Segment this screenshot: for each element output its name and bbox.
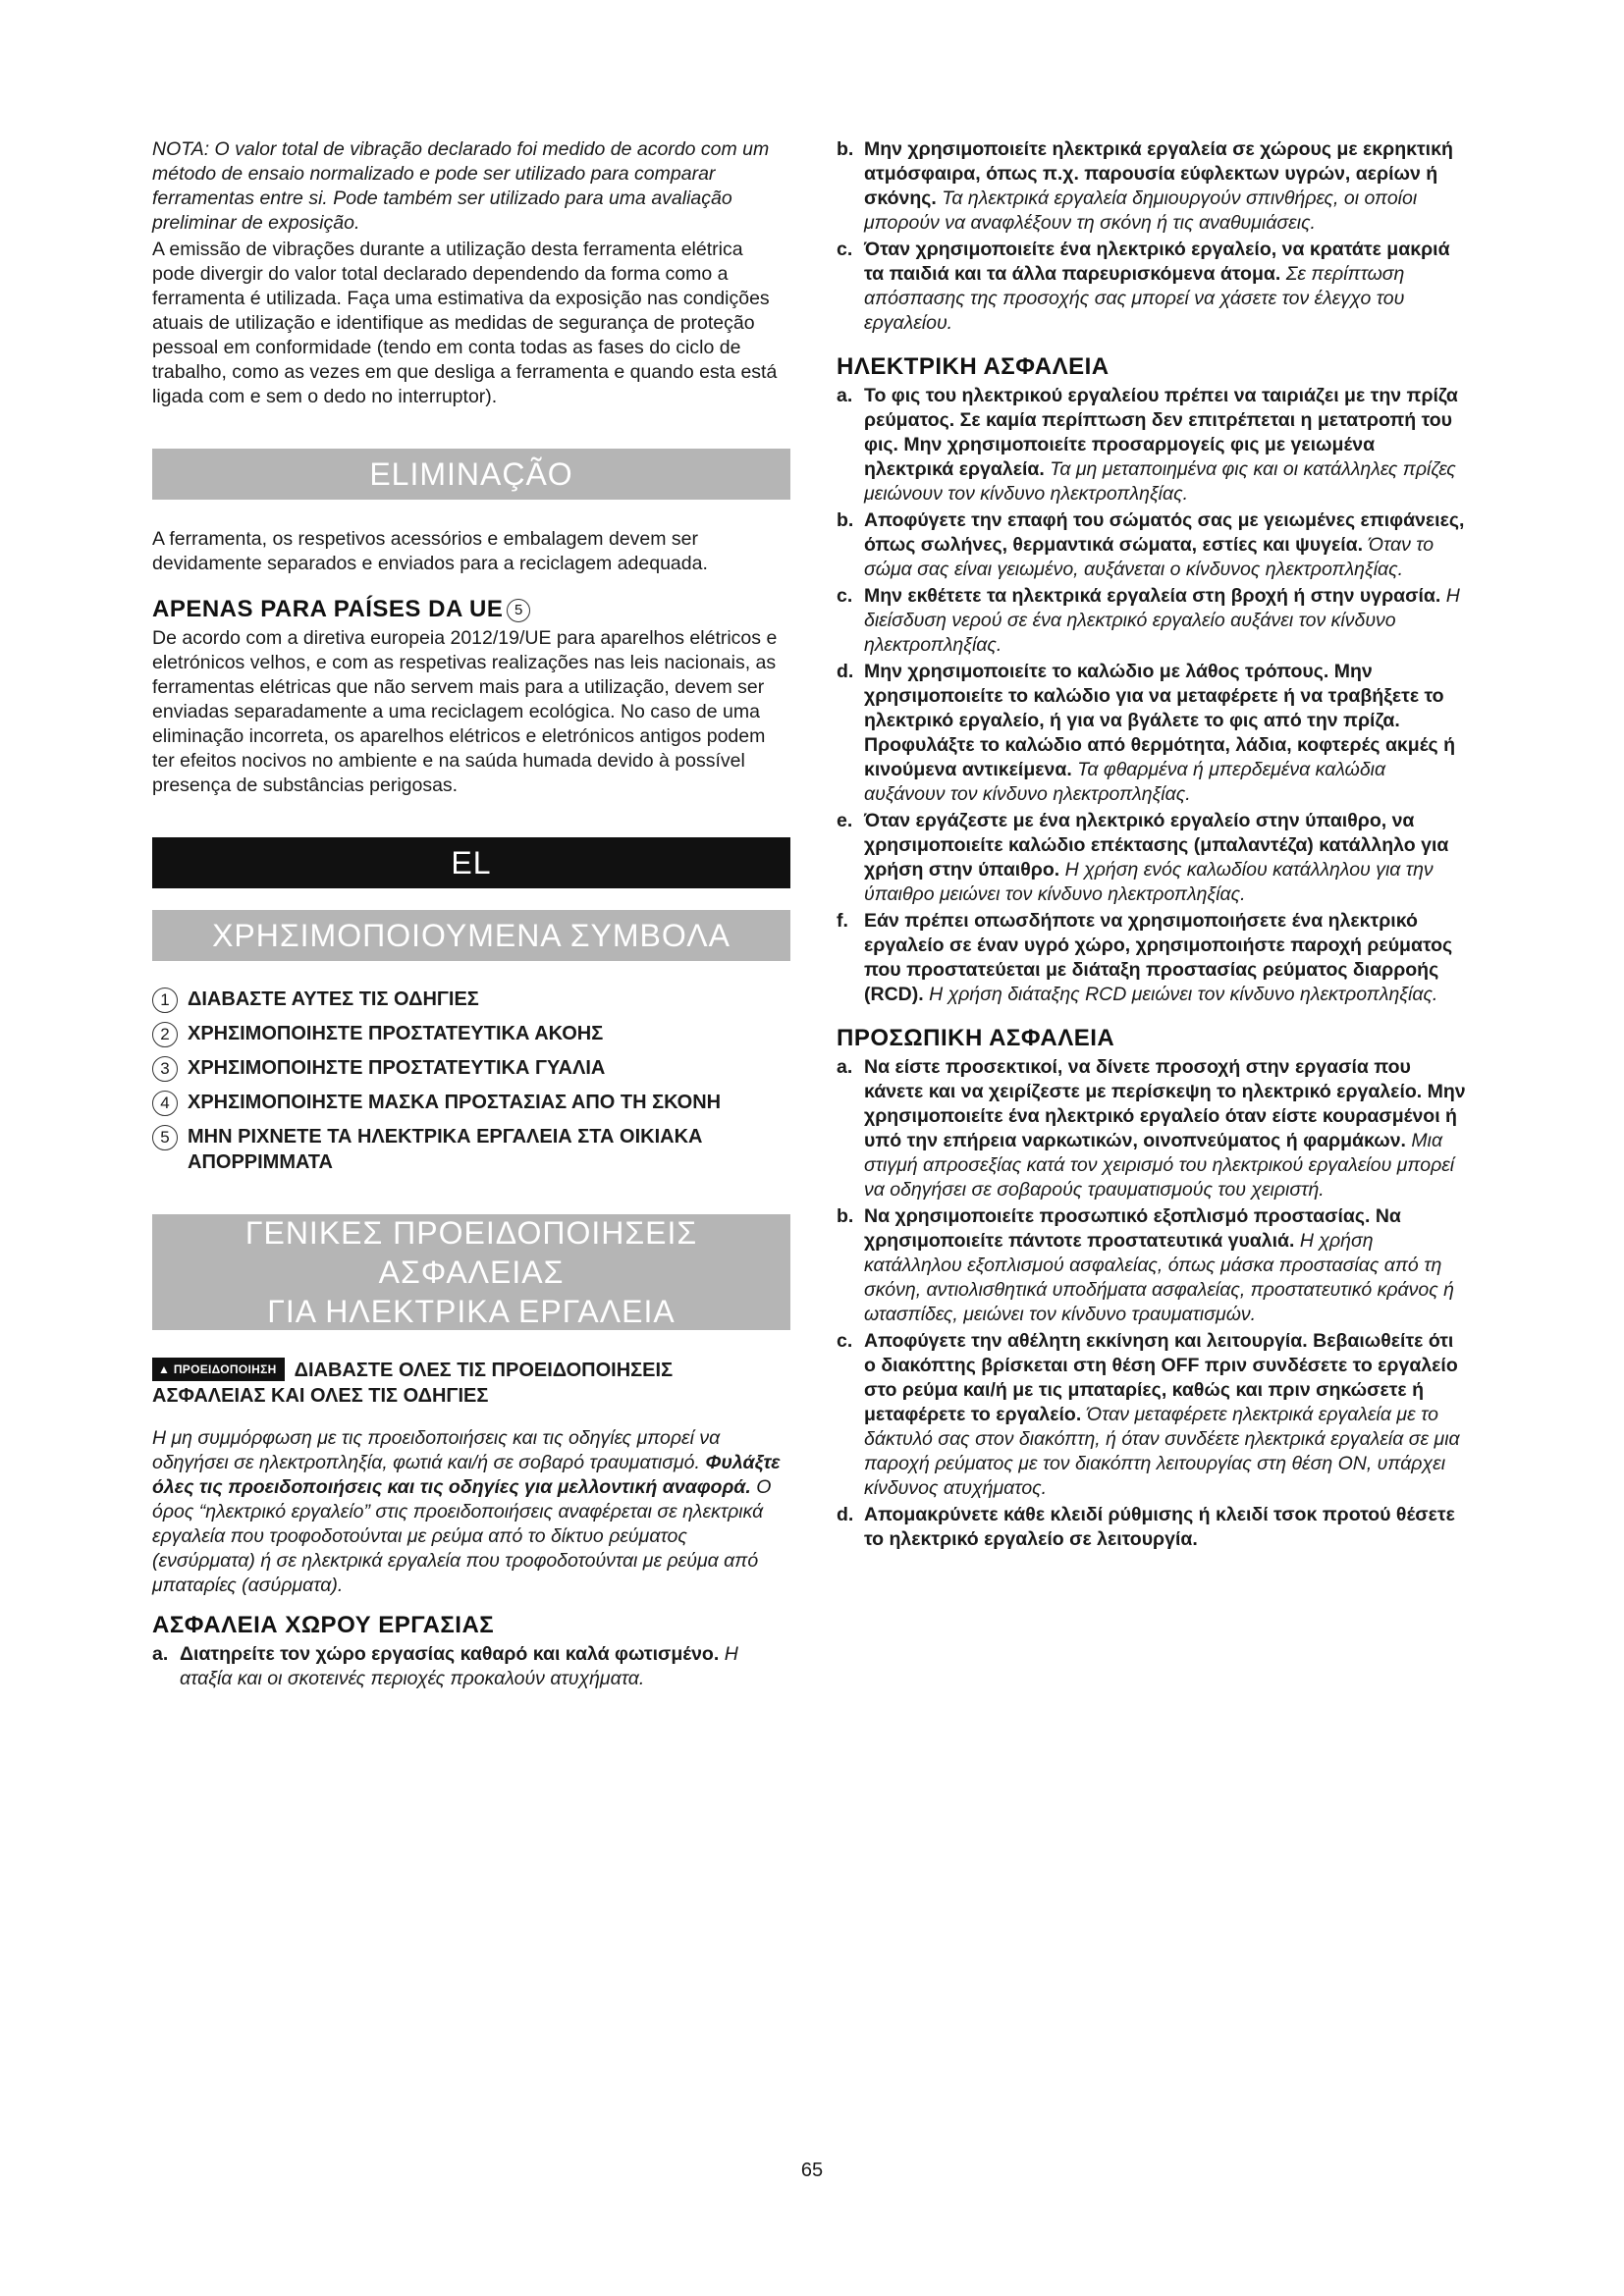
list-item: c. Αποφύγετε την αθέλητη εκκίνηση και λειτουργία. Βεβαιωθείτε ότι ο διακόπτης βρίσκεται στη θέση OFF πριν συνδέσετε το εργαλείο στο ρεύμα και/ή με τις μπαταρίες, καθώς και πριν σηκώσετε ή μεταφέρετε το εργαλείο. Όταν μεταφέρετε ηλεκτρικά εργαλεία με το δάκτυλό σας στον διακόπτη, ή όταν συνδέετε ηλεκτρικά εργαλεία σε μια παροχή ρεύματος με τον διακόπτη λειτουργίας στη θέση ON, υπάρχει κίνδυνος ατυχήματος. [837, 1330, 1460, 1499]
eu-heading: APENAS PARA PAÍSES DA UE 5 [152, 596, 790, 623]
page-number: 65 [800, 2160, 824, 2181]
circled-number: 4 [152, 1091, 178, 1116]
list-item: b. Να χρησιμοποιείτε προσωπικό εξοπλισμό προστασίας. Να χρησιμοποιείτε πάντοτε προστατευτικά γυαλιά. Η χρήση κατάλληλου εξοπλισμού ασφαλείας, όπως μάσκα προστασίας από τη σκόνη, αντιολισθητικά υποδήματα ασφαλείας, προστατευτικό κράνος ή ωτασπίδες, μειώνει τον κίνδυνο τραυματισμών. [837, 1205, 1454, 1325]
language-banner [152, 837, 790, 888]
recycle-symbol-5: 5 [507, 599, 530, 622]
right-column [837, 137, 1473, 1554]
symbol-item: 4 ΧΡΗΣΙΜΟΠΟΙΗΣΤΕ ΜΑΣΚΑ ΠΡΟΣΤΑΣΙΑΣ ΑΠΟ ΤΗ ΣΚΟΝΗ [152, 1090, 790, 1116]
circled-number: 1 [152, 988, 178, 1013]
language-code: EL [451, 845, 492, 881]
list-item: d. Μην χρησιμοποιείτε το καλώδιο με λάθος τρόπους. Μην χρησιμοποιείτε το καλώδιο για να μεταφέρετε ή να τραβήξετε το ηλεκτρικό εργαλείο, ή για να βγάλετε το φις από την πρίζα. Προφυλάξτε το καλώδιο από θερμότητα, λάδια, κοφτερές ακμές ή κινούμενα αντικείμενα. Τα φθαρμένα ή μπερδεμένα καλώδια αυξάνουν τον κίνδυνο ηλεκτροπληξίας. [837, 661, 1456, 805]
warning-badge: ▲ ΠΡΟΕΙΔΟΠΟΙΗΣΗ [152, 1358, 285, 1381]
list-item: c. Μην εκθέτετε τα ηλεκτρικά εργαλεία στη βροχή ή στην υγρασία. Η διείσδυση νερού σε ένα ηλεκτρικό εργαλείο αυξάνει τον κίνδυνο ηλεκτροπληξίας. [837, 585, 1460, 656]
list-item: a. Να είστε προσεκτικοί, να δίνετε προσοχή στην εργασία που κάνετε και να χειρίζεστε με περίσκεψη το ηλεκτρικό εργαλείο. Μην χρησιμοποιείτε ένα ηλεκτρικό εργαλείο όταν είστε κουρασμένοι ή υπό την επήρεια ναρκωτικών, οινοπνεύματος ή φαρμάκων. Μια στιγμή απροσεξίας κατά τον χειρισμό του ηλεκτρικού εργαλείου μπορεί να οδηγήσει σε σοβαρούς τραυματισμούς του χειριστή. [837, 1056, 1466, 1201]
section-banner-symbols [152, 910, 790, 961]
list-item: b. Αποφύγετε την επαφή του σώματός σας με γειωμένες επιφάνειες, όπως σωλήνες, θερμαντικά σώματα, εστίες και ψυγεία. Όταν το σώμα σας είναι γειωμένο, αυξάνεται ο κίνδυνος ηλεκτροπληξίας. [837, 509, 1465, 580]
electrical-safety-heading: ΗΛΕΚΤΡΙΚΗ ΑΣΦΑΛΕΙΑ [837, 353, 1110, 380]
symbol-item: 1 ΔΙΑΒΑΣΤΕ ΑΥΤΕΣ ΤΙΣ ΟΔΗΓΙΕΣ [152, 987, 790, 1013]
elimination-paragraph: A ferramenta, os respetivos acessórios e embalagem devem ser devidamente separados e enviados para a reciclagem adequada. [152, 528, 708, 574]
list-item: c. Όταν χρησιμοποιείτε ένα ηλεκτρικό εργαλείο, να κρατάτε μακριά τα παιδιά και τα άλλα παρευρισκόμενα άτομα. Σε περίπτωση απόσπασης της προσοχής σας μπορεί να χάσετε τον έλεγχο του εργαλείου. [837, 239, 1450, 334]
list-item: e. Όταν εργάζεστε με ένα ηλεκτρικό εργαλείο στην ύπαιθρο, να χρησιμοποιείτε καλώδιο επέκτασης (μπαλαντέζα) κατάλληλο για χρήση στην ύπαιθρο. Η χρήση ενός καλωδίου κατάλληλου για την ύπαιθρο μειώνει τον κίνδυνο ηλεκτροπληξίας. [837, 810, 1449, 905]
banner-title: ELIMINAÇÃO [369, 456, 573, 492]
symbol-item: 2 ΧΡΗΣΙΜΟΠΟΙΗΣΤΕ ΠΡΟΣΤΑΤΕΥΤΙΚΑ ΑΚΟΗΣ [152, 1021, 790, 1047]
list-item: b. Μην χρησιμοποιείτε ηλεκτρικά εργαλεία σε χώρους με εκρηκτική ατμόσφαιρα, όπως π.χ. παρουσία εύφλεκτων υγρών, αερίων ή σκόνης. Τα ηλεκτρικά εργαλεία δημιουργούν σπινθήρες, οι οποίοι μπορούν να αναφλέξουν τη σκόνη ή τις αναθυμιάσεις. [837, 138, 1453, 234]
work-area-heading: ΑΣΦΑΛΕΙΑ ΧΩΡΟΥ ΕΡΓΑΣΙΑΣ [152, 1612, 495, 1638]
list-item: d. Απομακρύνετε κάθε κλειδί ρύθμισης ή κλειδί τσοκ προτού θέσετε το ηλεκτρικό εργαλείο σε λειτουργία. [837, 1504, 1455, 1550]
personal-safety-heading: ΠΡΟΣΩΠΙΚΗ ΑΣΦΑΛΕΙΑ [837, 1025, 1115, 1051]
circled-number: 3 [152, 1056, 178, 1082]
warning-triangle-icon: ▲ [158, 1362, 171, 1376]
list-item: a. Διατηρείτε τον χώρο εργασίας καθαρό και καλά φωτισμένο. Η αταξία και οι σκοτεινές περιοχές προκαλούν ατυχήματα. [152, 1643, 738, 1689]
section-banner-general-warnings [152, 1214, 790, 1330]
left-column [152, 137, 790, 1693]
vibration-note: NOTA: O valor total de vibração declarado foi medido de acordo com um método de ensaio normalizado e pode ser utilizado para comparar ferramentas entre si. Pode também ser utilizado para uma avaliação preliminar de exposição. [152, 138, 770, 234]
eu-paragraph: De acordo com a diretiva europeia 2012/19/UE para aparelhos elétricos e eletrónicos velhos, e com as respetivas realizações nas leis nacionais, as ferramentas elétricas que não servem mais para a utilização, devem ser enviadas separadamente a uma reciclagem ecológica. No caso de uma eliminação incorreta, os aparelhos elétricos e eletrónicos antigos podem ter efeitos nocivos no ambiente e na saúda humada devido à possível presença de substâncias perigosas. [152, 627, 778, 796]
circled-number: 5 [152, 1125, 178, 1150]
warning-heading: ▲ ΠΡΟΕΙΔΟΠΟΙΗΣΗ ΔΙΑΒΑΣΤΕ ΟΛΕΣ ΤΙΣ ΠΡΟΕΙΔΟΠΟΙΗΣΕΙΣ ΑΣΦΑΛΕΙΑΣ ΚΑΙ ΟΛΕΣ ΤΙΣ ΟΔΗΓΙΕΣ [152, 1360, 674, 1407]
circled-number: 2 [152, 1022, 178, 1047]
section-banner-elimination [152, 449, 790, 500]
vibration-paragraph: A emissão de vibrações durante a utilização desta ferramenta elétrica pode divergir do valor total declarado dependendo da forma como a ferramenta é utilizada. Faça uma estimativa da exposição nas condições atuais de utilização e identifique as medidas de segurança de proteção pessoal em conformidade (tendo em conta todas as fases do ciclo de trabalho, como as vezes em que desliga a ferramenta e quando esta está ligada com e sem o dedo no interruptor). [152, 239, 778, 407]
list-item: a. Το φις του ηλεκτρικού εργαλείου πρέπει να ταιριάζει με την πρίζα ρεύματος. Σε καμία περίπτωση δεν επιτρέπεται η μετατροπή του φις. Μην χρησιμοποιείτε προσαρμογείς φις με γειωμένα ηλεκτρικά εργαλεία. Τα μη μεταποιημένα φις και οι κατάλληλες πρίζες μειώνουν τον κίνδυνο ηλεκτροπληξίας. [837, 385, 1458, 505]
list-item: f. Εάν πρέπει οπωσδήποτε να χρησιμοποιήσετε ένα ηλεκτρικό εργαλείο σε έναν υγρό χώρο, χρησιμοποιήστε παροχή ρεύματος που προστατεύεται με διάταξη προστασίας ρεύματος διαρροής (RCD). Η χρήση διάταξης RCD μειώνει τον κίνδυνο ηλεκτροπληξίας. [837, 910, 1453, 1005]
symbol-list [152, 987, 790, 1175]
banner-title-line2: ΓΙΑ ΗΛΕΚΤΡΙΚΑ ΕΡΓΑΛΕΙΑ [267, 1294, 676, 1329]
banner-title: ΧΡΗΣΙΜΟΠΟΙΟΥΜΕΝΑ ΣΥΜΒΟΛΑ [212, 918, 731, 953]
symbol-item: 5 ΜΗΝ ΡΙΧΝΕΤΕ ΤΑ ΗΛΕΚΤΡΙΚΑ ΕΡΓΑΛΕΙΑ ΣΤΑ ΟΙΚΙΑΚΑ ΑΠΟΡΡΙΜΜΑΤΑ [152, 1124, 790, 1175]
symbol-item: 3 ΧΡΗΣΙΜΟΠΟΙΗΣΤΕ ΠΡΟΣΤΑΤΕΥΤΙΚΑ ΓΥΑΛΙΑ [152, 1055, 790, 1082]
banner-title-line1: ΓΕΝΙΚΕΣ ΠΡΟΕΙΔΟΠΟΙΗΣΕΙΣ ΑΣΦΑΛΕΙΑΣ [244, 1215, 698, 1290]
warning-paragraph: Η μη συμμόρφωση με τις προειδοποιήσεις και τις οδηγίες μπορεί να οδηγήσει σε ηλεκτροπληξία, φωτιά και/ή σε σοβαρό τραυματισμό. Φυλάξτε όλες τις προειδοποιήσεις και τις οδηγίες για μελλοντική αναφορά. Ο όρος “ηλεκτρικό εργαλείο” στις προειδοποιήσεις αναφέρεται σε ηλεκτρικά εργαλεία που τροφοδοτούνται με ρεύμα από το δίκτυο ρεύματος (ενσύρματα) ή σε ηλεκτρικά εργαλεία που τροφοδοτούνται με ρεύμα από μπαταρίες (ασύρματα). [152, 1427, 781, 1596]
